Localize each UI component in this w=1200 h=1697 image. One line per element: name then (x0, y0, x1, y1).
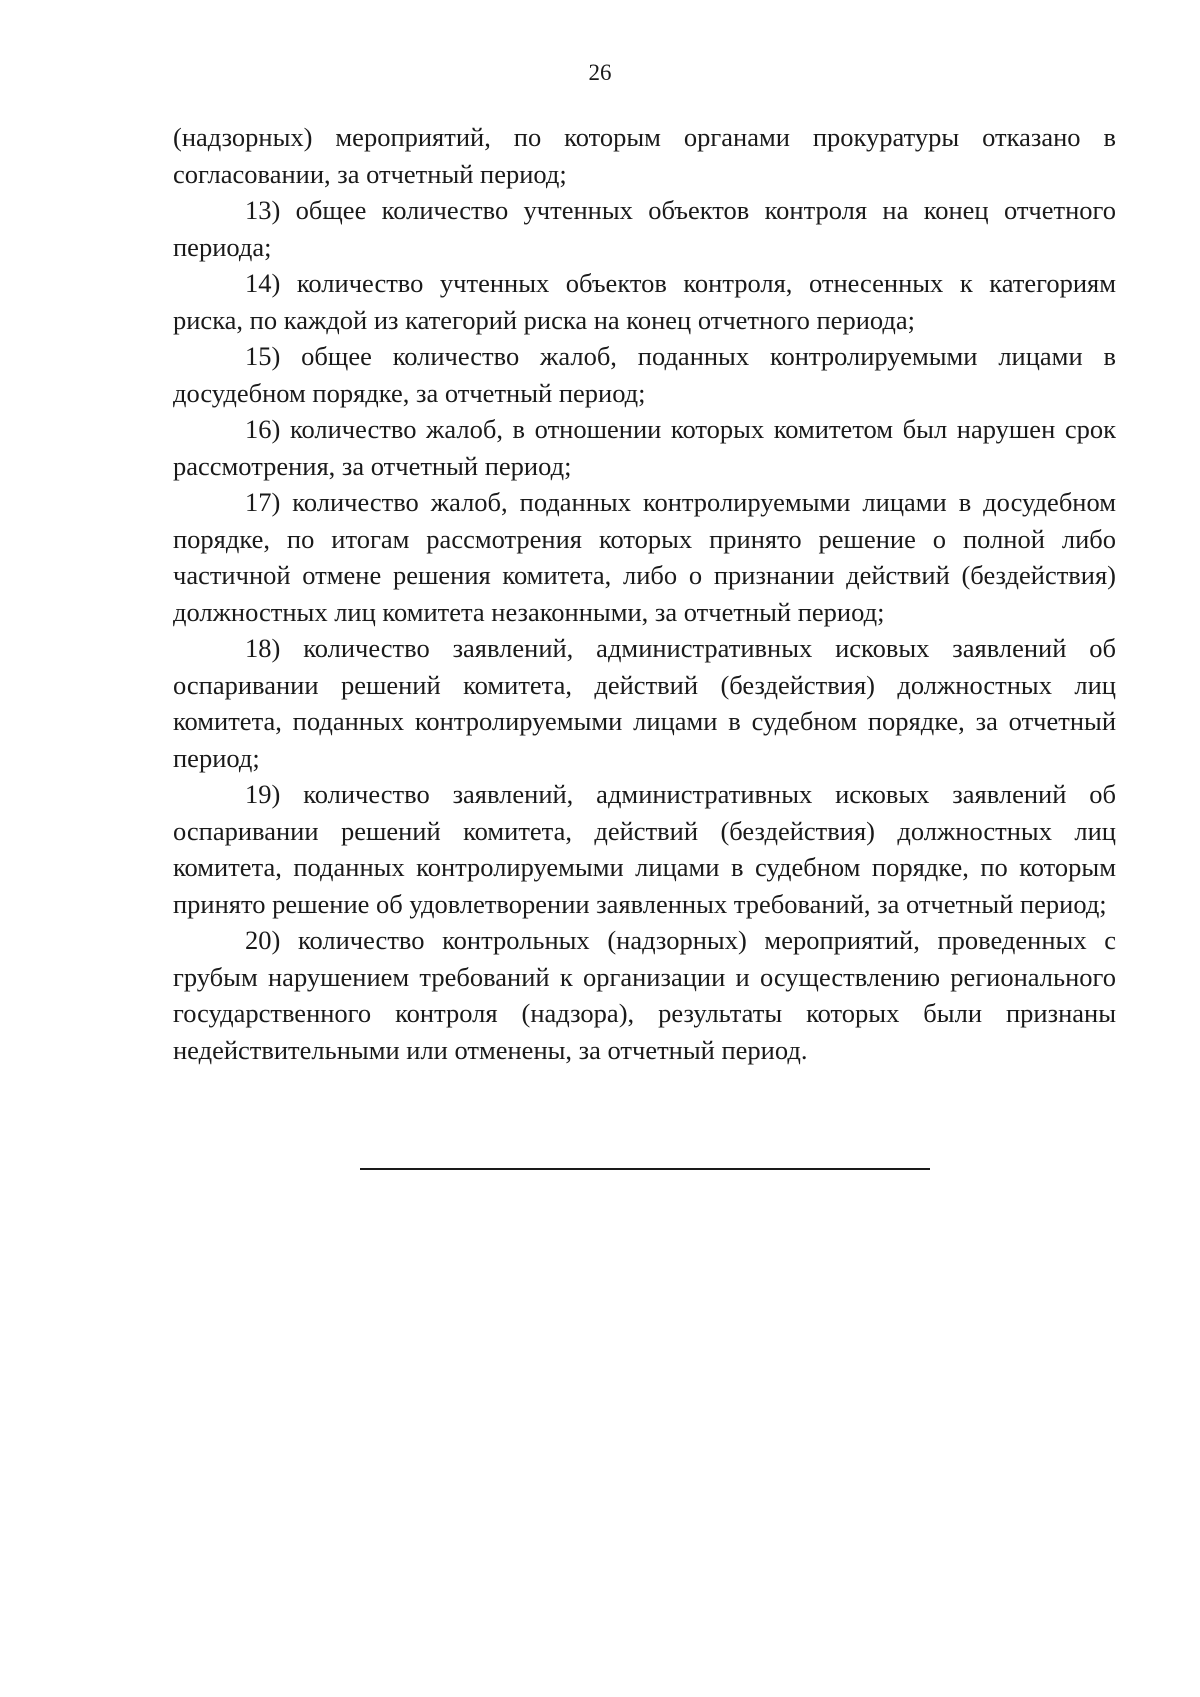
paragraph-item-20: 20) количество контрольных (надзорных) мероприятий, проведенных с грубым нарушением требований к организации и осуществлению регионального государственного контроля (надзора), результаты которых были признаны недействительными или отменены, за отчетный период. (173, 925, 1116, 1065)
paragraph-item-19: 19) количество заявлений, административных исковых заявлений об оспаривании решений комитета, действий (бездействия) должностных лиц комитета, поданных контролируемыми лицами в судебном порядке, по которым принято решение об удовлетворении заявленных требований, за отчетный период; (173, 779, 1116, 919)
paragraph-item-13: 13) общее количество учтенных объектов контроля на конец отчетного периода; (173, 195, 1116, 262)
paragraph-item-16: 16) количество жалоб, в отношении которых комитетом был нарушен срок рассмотрения, за отчетный период; (173, 414, 1116, 481)
paragraph-continuation: (надзорных) мероприятий, по которым органами прокуратуры отказано в согласовании, за отчетный период; (173, 122, 1116, 189)
paragraph-item-14: 14) количество учтенных объектов контроля, отнесенных к категориям риска, по каждой из категорий риска на конец отчетного периода; (173, 268, 1116, 335)
paragraph-item-17: 17) количество жалоб, поданных контролируемыми лицами в досудебном порядке, по итогам рассмотрения которых принято решение о полной либо частичной отмене решения комитета, либо о признании действий (бездействия) должностных лиц комитета незаконными, за отчетный период; (173, 487, 1116, 627)
page-number: 26 (588, 60, 612, 85)
document-body (173, 119, 1116, 1068)
paragraph-item-15: 15) общее количество жалоб, поданных контролируемыми лицами в досудебном порядке, за отчетный период; (173, 341, 1116, 408)
paragraph-item-18: 18) количество заявлений, административных исковых заявлений об оспаривании решений комитета, действий (бездействия) должностных лиц комитета, поданных контролируемыми лицами в судебном порядке, за отчетный период; (173, 633, 1116, 773)
end-divider-line (360, 1168, 930, 1170)
